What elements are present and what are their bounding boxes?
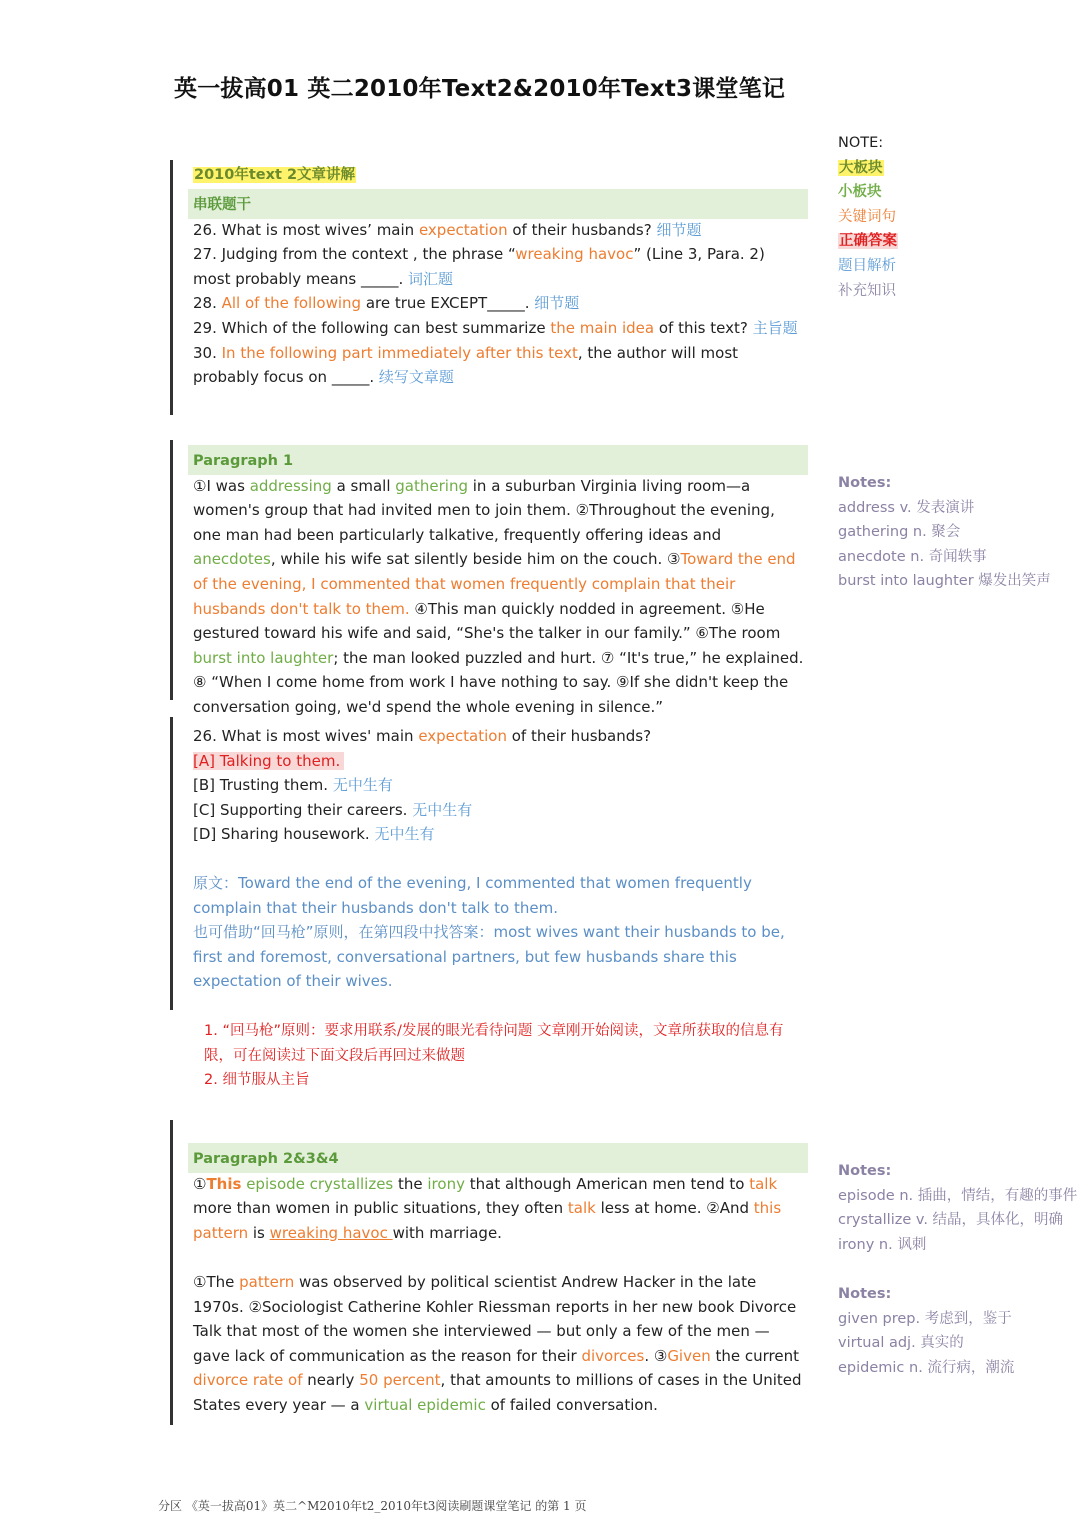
notes-heading: Notes: (838, 1286, 892, 1302)
note-item: irony n. 讽刺 (838, 1236, 927, 1253)
legend-big-block: 大板块 (839, 159, 883, 176)
vertical-rule (170, 440, 173, 700)
option-b: [B] Trusting them. 无中生有 (193, 776, 393, 795)
questions-block (193, 192, 805, 390)
legend-supplement: 补充知识 (838, 282, 896, 299)
legend-small-block: 小板块 (838, 184, 882, 201)
legend (838, 131, 898, 303)
paragraph-1-notes (838, 471, 1051, 594)
rules-list (204, 1019, 804, 1093)
note-item: address v. 发表演讲 (838, 499, 975, 516)
note-item: given prep. 考虑到，鉴于 (838, 1310, 1012, 1327)
option-d: [D] Sharing housework. 无中生有 (193, 825, 435, 844)
question-28: 28. All of the following are true EXCEPT_____. 细节题 (193, 294, 580, 313)
question-26-stem: 26. What is most wives' main expectation of their husbands? (193, 727, 652, 745)
note-item: anecdote n. 奇闻轶事 (838, 548, 987, 565)
vertical-rule (170, 1120, 173, 1425)
note-item: crystallize v. 结晶，具体化，明确 (838, 1212, 1064, 1229)
page-title: 英一拔高01 英二2010年Text2&2010年Text3课堂笔记 (174, 76, 786, 102)
question-30: 30. In the following part immediately after this text, the author will most (193, 343, 739, 362)
vertical-rule (170, 717, 173, 1010)
paragraph-234 (193, 1146, 805, 1418)
paragraph-2-text: ①This episode crystallizes the irony that although American men tend to talk more than women in public situations, they often talk less at home. ②And this pattern is wreaking havoc with marriage. (193, 1174, 782, 1242)
rule-1: 1. “回马枪”原则：要求用联系/发展的眼光看待问题 文章刚开始阅读，文章所获取的信息有限，可在阅读过下面文段后再回过来做题 (204, 1023, 784, 1064)
notes-heading: Notes: (838, 1163, 892, 1179)
note-item: episode n. 插曲，情结，有趣的事件 (838, 1187, 1078, 1204)
question-27-line2: most probably means _____. 词汇题 (193, 269, 454, 288)
question-26: 26. What is most wives’ main expectation of their husbands? 细节题 (193, 220, 702, 239)
rule-2: 2. 细节服从主旨 (204, 1072, 310, 1089)
section-header-block (193, 162, 805, 188)
legend-heading: NOTE: (838, 135, 884, 151)
question-26-block (193, 724, 805, 847)
page-footer: 分区 《英一拔高01》英二^M2010年t2_2010年t3阅读刷题课堂笔记 的第 1 页 (158, 1499, 587, 1513)
analysis-original: 原文：Toward the end of the evening, I commented that women frequently complain that their husbands don't talk to them. (193, 874, 752, 917)
section-header: 2010年text 2文章讲解 (194, 167, 356, 183)
question-27: 27. Judging from the context , the phrase “wreaking havoc” (Line 3, Para. 2) (193, 245, 765, 264)
paragraph-3-text: ①The pattern was observed by political scientist Andrew Hacker in the late 1970s. ②Sociologist Catherine Kohler Riessman reports in her new book Divorce Talk that most of the women she interviewed — but only a few of the men — gave lack of communication as the reason for their divorces. ③Given the current divorce rate of nearly 50 percent, that amounts to millions of cases in the United States every year — a virtual epidemic of failed conversation. (193, 1272, 802, 1414)
note-item: virtual adj. 真实的 (838, 1335, 964, 1352)
legend-answer: 正确答案 (839, 233, 897, 250)
legend-analysis: 题目解析 (838, 257, 896, 274)
paragraph-3-notes (838, 1282, 1014, 1380)
note-item: burst into laughter 爆发出笑声 (838, 573, 1051, 590)
notes-heading: Notes: (838, 475, 892, 491)
analysis-block (193, 871, 805, 994)
option-c: [C] Supporting their careers. 无中生有 (193, 800, 473, 819)
note-item: epidemic n. 流行病，潮流 (838, 1359, 1015, 1376)
analysis-reference: 也可借助“回马枪”原则，在第四段中找答案：most wives want their husbands to be, first and foremost, conversational partners, but few husbands share this expectation of their wives. (193, 923, 785, 991)
question-29: 29. Which of the following can best summarize the main idea of this text? 主旨题 (193, 318, 798, 337)
legend-keyword: 关键词句 (838, 208, 896, 225)
paragraph-2-notes (838, 1159, 1077, 1257)
question-30-line2: probably focus on _____. 续写文章题 (193, 368, 454, 387)
option-a-correct: [A] Talking to them. (193, 752, 344, 770)
paragraph-1 (193, 448, 805, 720)
note-item: gathering n. 聚会 (838, 524, 961, 541)
paragraph-234-header: Paragraph 2&3&4 (193, 1151, 339, 1167)
subheader: 串联题干 (193, 197, 251, 213)
paragraph-1-text: ①I was addressing a small gathering in a suburban Virginia living room—a women's group that had invited men to join them. ②Throughout the evening, one man had been particularly talkative, frequently offering ideas and anecdotes, while his wife sat silently beside him on the couch. ③Toward the end of the evening, I commented that women frequently complain that their husbands don't talk to them. ④This man quickly nodded in agreement. ⑤He gestured toward his wife and said, “She's the talker in our family.” ⑥The room burst into laughter; the man looked puzzled and hurt. ⑦ “It's true,” he explained. ⑧ “When I come home from work I have nothing to say. ⑨If she didn't keep the conversation going, we'd spend the whole evening in silence.” (193, 476, 804, 716)
paragraph-1-header: Paragraph 1 (193, 453, 294, 469)
vertical-rule (170, 160, 173, 415)
